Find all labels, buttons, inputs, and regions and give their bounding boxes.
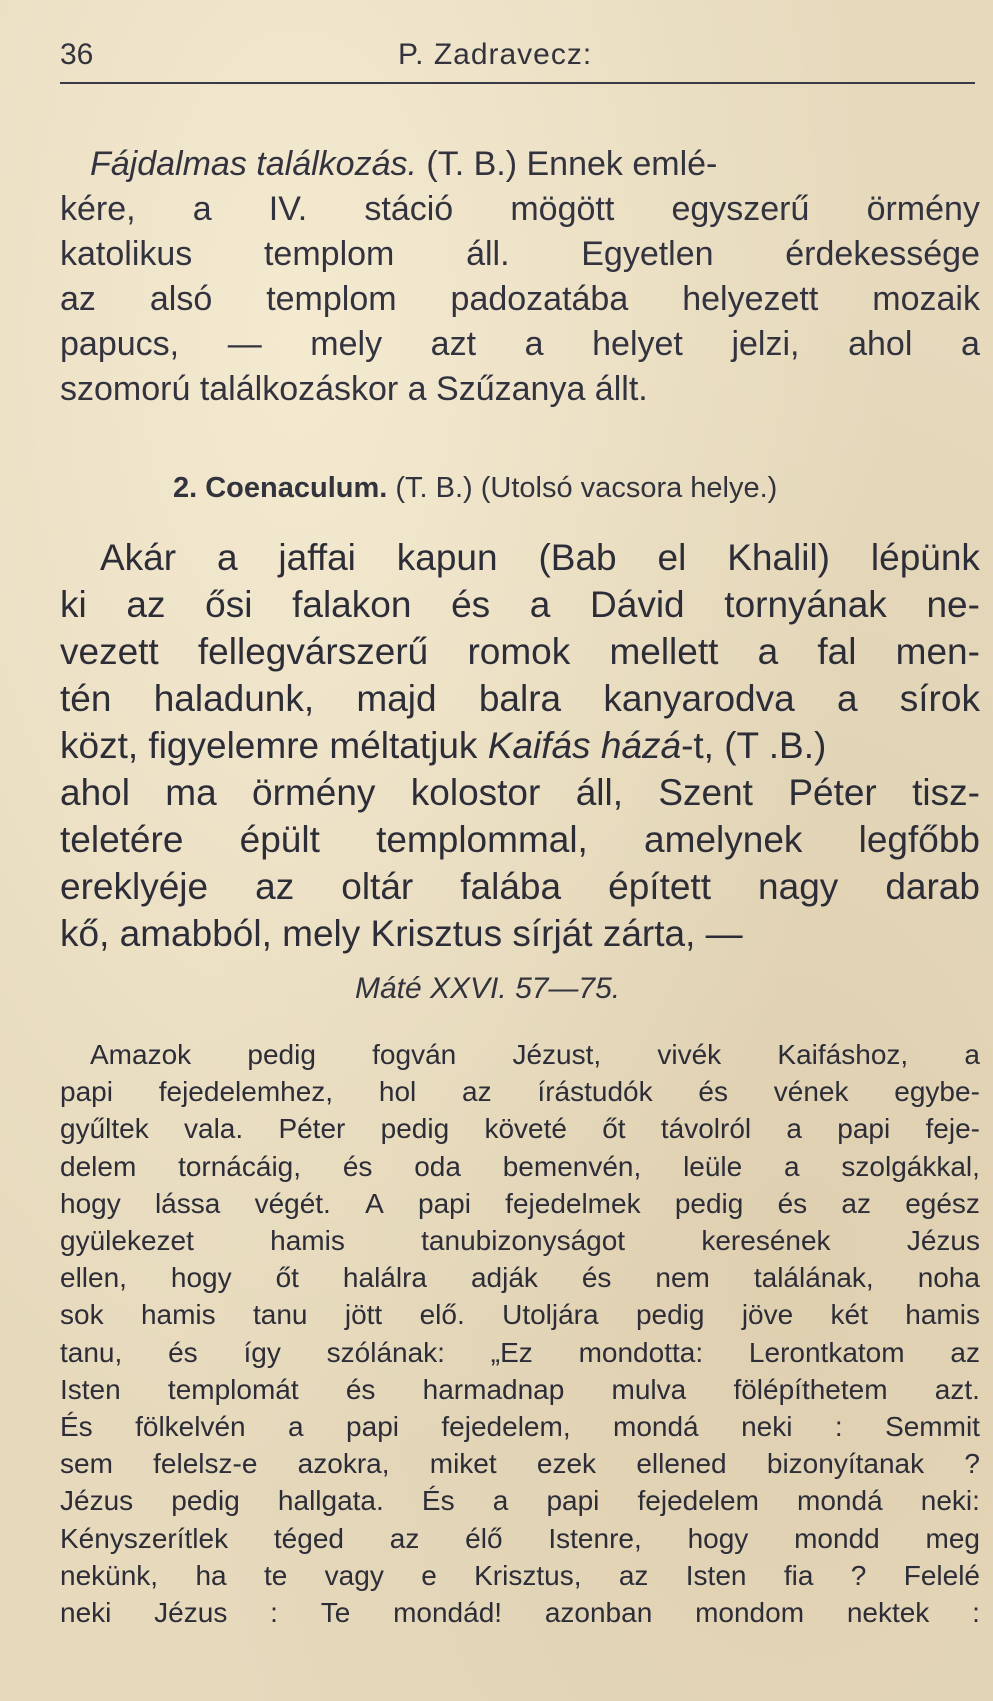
text-line: [60, 1445, 980, 1482]
word: ellened: [636, 1448, 727, 1480]
word: miket: [429, 1448, 497, 1480]
word: adják: [470, 1262, 538, 1294]
word: mondotta:: [578, 1336, 704, 1368]
word: a: [836, 678, 858, 719]
running-head: P. Zadravecz:: [398, 38, 593, 71]
word: gyűltek: [60, 1113, 149, 1145]
text-line: [60, 1557, 980, 1594]
word: És: [421, 1485, 455, 1517]
section-heading-title: 2. Coenaculum.: [173, 472, 388, 504]
word: vének: [773, 1076, 849, 1108]
text-line: [60, 1148, 980, 1185]
word: Akár: [100, 537, 177, 578]
text-line: [60, 722, 980, 769]
word: hallgata.: [277, 1485, 384, 1517]
word: a: [524, 325, 544, 363]
word: és: [168, 1336, 198, 1368]
word: épített: [608, 866, 711, 907]
word: hamis: [270, 1225, 345, 1257]
bible-citation: Máté XXVI. 57—75.: [355, 972, 621, 1005]
word: és: [345, 1373, 376, 1405]
word: fejedelem,: [441, 1411, 571, 1443]
text-line: [60, 1482, 980, 1519]
word: jöve: [741, 1299, 794, 1331]
word: kére,: [60, 190, 136, 228]
word: azt.: [934, 1373, 980, 1405]
word: mozaik: [872, 280, 980, 318]
word: —: [227, 325, 262, 363]
word: azonban: [544, 1597, 653, 1629]
word: e: [421, 1559, 437, 1591]
word: vivék: [657, 1039, 722, 1070]
word: ma: [165, 772, 217, 813]
word: :: [972, 1597, 980, 1629]
word: Khalil): [727, 537, 831, 578]
word: Egyetlen: [581, 235, 714, 273]
word: kő, amabból, mely Krisztus sírját zárta, —: [60, 913, 743, 954]
word: papi: [546, 1485, 600, 1517]
word: fellegvárszerű: [197, 631, 429, 672]
word: élő: [465, 1522, 503, 1554]
word: és: [698, 1076, 728, 1108]
section-heading-subtitle: (T. B.) (Utolsó vacsora helye.): [387, 472, 778, 504]
word: áll,: [575, 772, 623, 813]
word: katolikus: [60, 235, 193, 273]
word: egész: [905, 1187, 980, 1219]
word: sem: [60, 1448, 113, 1480]
word: az: [950, 1336, 980, 1368]
word: :: [270, 1597, 278, 1629]
word: őt: [275, 1262, 299, 1294]
word: fejedelem: [637, 1485, 759, 1517]
word: lássa: [154, 1187, 221, 1219]
word: távolról: [660, 1113, 752, 1145]
word: jaffai: [278, 537, 356, 578]
word: Amazok: [90, 1039, 192, 1070]
word: vala.: [184, 1113, 244, 1145]
word: delem: [60, 1150, 137, 1182]
text-line: [60, 232, 980, 277]
word: az: [462, 1076, 492, 1108]
word: meg: [925, 1522, 980, 1554]
word: gyülekezet: [60, 1225, 194, 1257]
word: mondá: [613, 1411, 699, 1443]
word: „Ez: [490, 1336, 533, 1368]
word: te: [263, 1559, 288, 1591]
italic-place-name: Kaifás házá: [487, 725, 682, 766]
word: hogy: [170, 1262, 232, 1294]
text-line: [60, 1371, 980, 1408]
word: tornácáig,: [178, 1150, 302, 1182]
word: két: [830, 1299, 868, 1331]
text-line: [60, 1036, 980, 1073]
word: egybe-: [894, 1076, 980, 1108]
word: stáció: [364, 190, 454, 228]
word: a: [960, 325, 980, 363]
word: az: [389, 1522, 420, 1554]
word: hamis: [140, 1299, 216, 1331]
word: mögött: [510, 190, 615, 228]
text-line: [60, 581, 980, 628]
word: noha: [917, 1262, 980, 1294]
text-line: [60, 322, 980, 367]
word: írástudók: [537, 1076, 653, 1108]
word: papi: [346, 1411, 399, 1443]
paragraph-coenaculum: [60, 534, 980, 957]
word: romok: [467, 631, 571, 672]
word: a: [757, 631, 779, 672]
word: legfőbb: [858, 819, 980, 860]
word: (Bab: [538, 537, 617, 578]
word: a: [786, 1113, 802, 1145]
word: Utoljára: [502, 1299, 599, 1331]
word: :: [834, 1411, 843, 1443]
word: kapun: [396, 537, 498, 578]
quote-paragraph: [60, 1036, 980, 1631]
word: tanubizonyságot: [421, 1225, 626, 1257]
word: épült: [239, 819, 320, 860]
word: oda: [414, 1150, 461, 1182]
text-line: [60, 1073, 980, 1110]
word: téged: [273, 1522, 344, 1554]
word: szomorú találkozáskor a Szűzanya állt.: [60, 370, 648, 408]
page-header: [60, 30, 975, 84]
word: végét.: [254, 1187, 331, 1219]
word: ősi: [205, 584, 253, 625]
text-line: [60, 1408, 980, 1445]
word: a: [784, 1150, 800, 1182]
word: vagy: [324, 1559, 384, 1591]
text-line: [60, 1520, 980, 1557]
word: Isten: [685, 1559, 747, 1591]
text-line: [60, 769, 980, 816]
word: lépünk: [870, 537, 980, 578]
word: keresének: [701, 1225, 831, 1257]
word: teletére: [60, 819, 184, 860]
word: templomát: [167, 1373, 299, 1405]
word: elő.: [419, 1299, 465, 1331]
word: érdekessége: [785, 235, 980, 273]
word: ?: [850, 1559, 867, 1591]
word: Jézus: [154, 1597, 228, 1629]
text-line: [60, 628, 980, 675]
word: fal: [817, 631, 857, 672]
word: fejedelmek: [505, 1187, 641, 1219]
word: örmény: [866, 190, 980, 228]
word: pedig: [635, 1299, 705, 1331]
word: IV.: [268, 190, 308, 228]
word: sok: [60, 1299, 104, 1331]
word: (T. B.) Ennek emlé-: [426, 145, 718, 183]
word: bizonyítanak: [766, 1448, 925, 1480]
word: helyezett: [682, 280, 819, 318]
word: papi: [418, 1187, 471, 1219]
word: ahol: [848, 325, 913, 363]
word: a: [964, 1039, 980, 1070]
word: fölépíthetem: [733, 1373, 888, 1405]
word: Jézus: [906, 1225, 980, 1257]
word: mondom: [695, 1597, 805, 1629]
word: hamis: [905, 1299, 980, 1331]
word: hogy: [60, 1187, 121, 1219]
word: Szent: [658, 772, 753, 813]
word: mulva: [611, 1373, 687, 1405]
word: a: [492, 1485, 509, 1517]
word: közt, figyelemre méltatjuk: [60, 725, 478, 766]
word: az: [126, 584, 166, 625]
word: azokra,: [297, 1448, 390, 1480]
word: ezek: [536, 1448, 597, 1480]
word: mondd: [794, 1522, 880, 1554]
word: hogy: [687, 1522, 749, 1554]
word: pedig: [380, 1113, 450, 1145]
word: ahol: [60, 772, 130, 813]
italic-title: Fájdalmas találkozás.: [90, 145, 427, 183]
text-line: [60, 1110, 980, 1147]
word: mellett: [609, 631, 719, 672]
word: jelzi,: [731, 325, 800, 363]
word: leüle: [683, 1150, 743, 1182]
text-line: [60, 1296, 980, 1333]
word: amelynek: [644, 819, 803, 860]
word: Jézus: [60, 1485, 134, 1517]
word: felelsz-e: [153, 1448, 258, 1480]
word: követé: [484, 1113, 567, 1145]
word: hol: [378, 1076, 417, 1108]
text-line: [60, 367, 980, 412]
word: mely: [310, 325, 383, 363]
page-number: 36: [60, 38, 94, 71]
word: nem: [655, 1262, 710, 1294]
word: így: [243, 1336, 281, 1368]
word: helyet: [592, 325, 683, 363]
word: pedig: [171, 1485, 240, 1517]
word: feje-: [925, 1113, 980, 1145]
word: pedig: [674, 1187, 744, 1219]
word: sírok: [899, 678, 980, 719]
word: neki: [60, 1597, 112, 1629]
word: őt: [602, 1113, 626, 1145]
text-line: [60, 187, 980, 232]
word: papi: [60, 1076, 113, 1108]
text-line: [60, 1594, 980, 1631]
word: a: [288, 1411, 304, 1443]
word: és: [451, 584, 491, 625]
word: Dávid: [590, 584, 685, 625]
word: kolostor: [410, 772, 541, 813]
word: az: [841, 1187, 871, 1219]
text-line: [60, 816, 980, 863]
word: a: [529, 584, 551, 625]
word: Felelé: [903, 1559, 980, 1591]
word: és: [581, 1262, 612, 1294]
text-line: [60, 675, 980, 722]
word: Isten: [60, 1373, 121, 1405]
text-line: [60, 1222, 980, 1259]
word: falakon: [292, 584, 412, 625]
word: haladunk,: [153, 678, 315, 719]
word: találának,: [753, 1262, 874, 1294]
word: az: [255, 866, 295, 907]
word: fia: [783, 1559, 814, 1591]
word: templommal,: [376, 819, 588, 860]
word: nektek: [846, 1597, 930, 1629]
word: A: [365, 1187, 384, 1219]
word: ?: [964, 1448, 980, 1480]
word: az: [618, 1559, 649, 1591]
word: kanyarodva: [603, 678, 795, 719]
word: darab: [885, 866, 980, 907]
word: Jézust,: [512, 1039, 602, 1070]
word: falába: [460, 866, 562, 907]
word: templom: [266, 280, 397, 318]
word: fölkelvén: [135, 1411, 246, 1443]
word: szolgákkal,: [841, 1150, 980, 1182]
word: ki: [60, 584, 87, 625]
text-line: [60, 277, 980, 322]
word: És: [60, 1411, 93, 1443]
word: fejedelemhez,: [158, 1076, 334, 1108]
word: Péter: [788, 772, 877, 813]
text-line: [60, 1185, 980, 1222]
word: tisz-: [912, 772, 980, 813]
word: tanu: [253, 1299, 308, 1331]
word: neki: [741, 1411, 793, 1443]
word: neki:: [920, 1485, 980, 1517]
paragraph-fajdalmas-talalkozas: [60, 142, 980, 412]
word: templom: [263, 235, 395, 273]
word: bemenvén,: [502, 1150, 642, 1182]
text-line: [60, 1334, 980, 1371]
word: papi: [837, 1113, 891, 1145]
word: majd: [356, 678, 437, 719]
text-line: [60, 910, 980, 957]
word: szólának:: [326, 1336, 445, 1368]
text-line: [60, 1259, 980, 1296]
word: balra: [478, 678, 562, 719]
word: az: [60, 280, 96, 318]
word: alsó: [149, 280, 213, 318]
word: papucs,: [60, 325, 180, 363]
word: -t, (T .B.): [681, 725, 827, 766]
word: egyszerű: [671, 190, 810, 228]
word: oltár: [341, 866, 414, 907]
word: vezett: [60, 631, 159, 672]
word: ellen,: [60, 1262, 127, 1294]
word: harmadnap: [422, 1373, 565, 1405]
word: el: [657, 537, 687, 578]
word: tanu,: [60, 1336, 123, 1368]
word: a: [192, 190, 212, 228]
word: Péter: [278, 1113, 346, 1145]
word: tén: [60, 678, 112, 719]
section-heading-coenaculum: [173, 472, 777, 505]
word: azt: [430, 325, 477, 363]
word: fogván: [372, 1039, 457, 1070]
word: Lerontkatom: [748, 1336, 905, 1368]
word: mondád!: [393, 1597, 503, 1629]
text-line: [60, 863, 980, 910]
word: jött: [344, 1299, 383, 1331]
word: ereklyéje: [60, 866, 209, 907]
word: Kaifáshoz,: [777, 1039, 909, 1070]
word: nagy: [758, 866, 839, 907]
word: nekünk,: [60, 1559, 159, 1591]
word: Krisztus,: [474, 1559, 582, 1591]
word: ne-: [926, 584, 980, 625]
word: Kényszerítlek: [60, 1522, 229, 1554]
word: Te: [320, 1597, 351, 1629]
word: pedig: [247, 1039, 316, 1070]
word: örmény: [252, 772, 376, 813]
word: és: [777, 1187, 808, 1219]
text-line: [60, 534, 980, 581]
word: padozatába: [450, 280, 629, 318]
word: Semmit: [885, 1411, 980, 1443]
word: a: [216, 537, 238, 578]
text-line: [60, 142, 980, 187]
word: tornyának: [724, 584, 887, 625]
word: halálra: [342, 1262, 427, 1294]
word: men-: [895, 631, 980, 672]
word: áll.: [466, 235, 510, 273]
word: ha: [195, 1559, 227, 1591]
word: és: [342, 1150, 373, 1182]
word: mondá: [797, 1485, 883, 1517]
word: Istenre,: [548, 1522, 642, 1554]
